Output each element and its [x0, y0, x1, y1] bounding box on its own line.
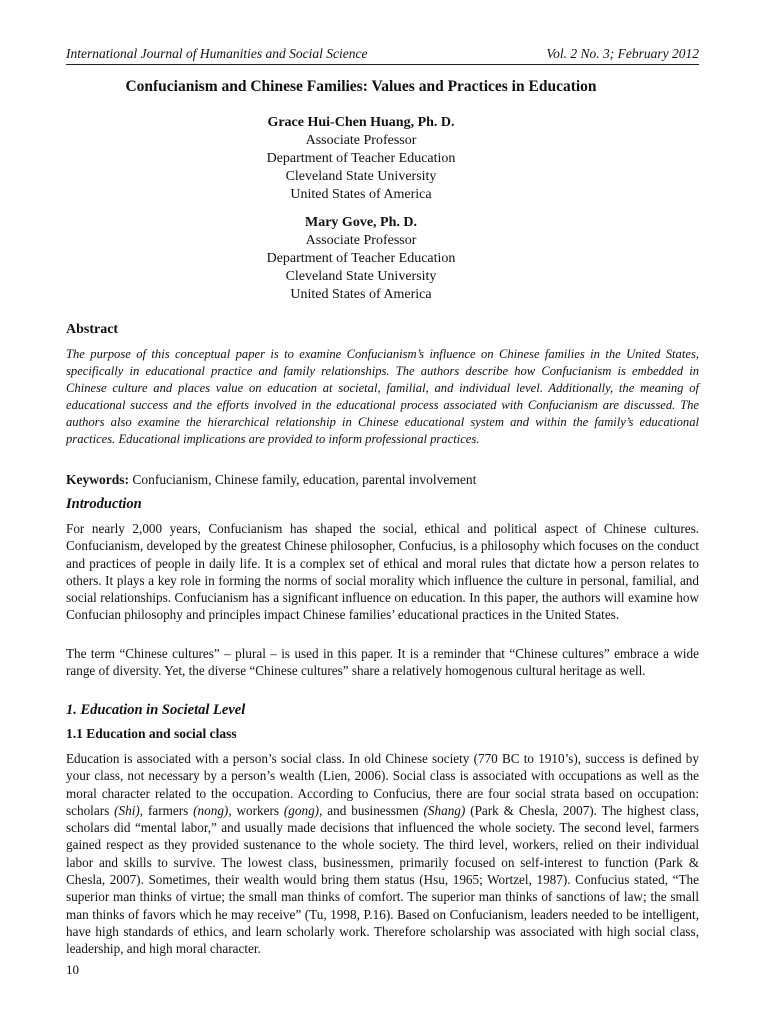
author-department: Department of Teacher Education — [266, 151, 456, 166]
author-country: United States of America — [290, 187, 432, 202]
paragraph-text: , and businessmen — [319, 802, 424, 818]
introduction-heading: Introduction — [66, 496, 142, 512]
paragraph-text: Education is associated with a person’s social class. In old Chinese society (770 BC to 1910’s), success is defined by your class, not necessary by a person’s wealth (Lien, 2006). Social class is associated with occupations as well as the moral character related to the occupation. According to Confucius, there are four social strata based on occupation: scholars — [66, 751, 699, 818]
author-name: Grace Hui-Chen Huang, Ph. D. — [267, 115, 455, 130]
section-1-1-heading: 1.1 Education and social class — [66, 726, 237, 741]
author-block-1 — [66, 114, 656, 204]
author-country: United States of America — [290, 287, 432, 302]
paragraph-text: (Park & Chesla, 2007). The highest class, scholars did “mental labor,” and usually made decisions that influenced the whole society. The second level, farmers gained respect as they provided sustenance to the whole society. The third level, workers, relied on their individual labor and skills to survive. The lowest class, businessmen, primarily focused on self-interest to function (Park & Chesla, 2007). Sometimes, their wealth would bring them status (Hsu, 1965; Wortzel, 1987). Confucius stated, “The superior man thinks of virtue; the small man thinks of comfort. The superior man thinks of sanctions of law; the small man thinks of favors which he may receive” (Tu, 1998, P.16). Based on Confucianism, leaders needed to be intelligent, have high standards of ethics, and learn scholarly work. Therefore scholarship was associated with high social class, leadership, and high moral character. — [66, 802, 699, 957]
intro-paragraph-1: For nearly 2,000 years, Confucianism has shaped the social, ethical and political aspect of Chinese cultures. Confucianism, developed by the greatest Chinese philosopher, Confucius, is a philosophy which focuses on the conduct and practices of people in daily life. It is a complex set of ethical and moral rules that dictate how a person relates to others. It plays a key role in forming the norms of social morality which influence the culture in personal, familial, and social relationships. Confucianism has a significant influence on education. In this paper, the authors will examine how Confucian philosophy and principles impact Chinese families’ educational practices in the United States. — [66, 521, 699, 623]
page-number: 10 — [66, 962, 79, 977]
abstract-heading: Abstract — [66, 322, 119, 337]
keywords-text: Confucianism, Chinese family, education, parental involvement — [129, 472, 477, 487]
term-shi: (Shi) — [114, 802, 140, 818]
term-gong: (gong) — [283, 802, 320, 818]
term-nong: (nong) — [193, 802, 229, 818]
paper-title: Confucianism and Chinese Families: Values and Practices in Education — [125, 78, 597, 95]
running-header — [66, 46, 699, 65]
keywords-line — [66, 472, 476, 488]
paragraph-text: , workers — [228, 802, 284, 818]
author-block-2 — [66, 214, 656, 304]
author-university: Cleveland State University — [285, 169, 437, 184]
author-position: Associate Professor — [305, 133, 417, 148]
author-position: Associate Professor — [305, 233, 417, 248]
author-list — [66, 114, 656, 314]
journal-name: International Journal of Humanities and Social Science — [66, 46, 368, 61]
author-department: Department of Teacher Education — [266, 251, 456, 266]
volume-info: Vol. 2 No. 3; February 2012 — [546, 46, 699, 61]
term-shang: (Shang) — [423, 802, 466, 818]
keywords-label: Keywords: — [66, 472, 129, 487]
author-university: Cleveland State University — [285, 269, 437, 284]
abstract-text: The purpose of this conceptual paper is to examine Confucianism’s influence on Chinese families in the United States, specifically in educational practice and family relationships. The authors describe how Confucianism is embedded in Chinese culture and places value on education at societal, familial, and individual level. Additionally, the meaning of educational success and the efforts involved in the educational process associated with Confucianism are discussed. The authors also examine the hierarchical relationship in Chinese educational system and within the family’s educational practices. Educational implications are provided to inform professional practices. — [66, 347, 699, 446]
paragraph-text: , farmers — [139, 802, 194, 818]
section-1-heading: 1. Education in Societal Level — [66, 702, 246, 718]
intro-paragraph-2: The term “Chinese cultures” – plural – is used in this paper. It is a reminder that “Chinese cultures” embrace a wide range of diversity. Yet, the diverse “Chinese cultures” share a relatively homogenous cultural heritage as well. — [66, 646, 699, 679]
author-name: Mary Gove, Ph. D. — [305, 215, 417, 230]
section-1-1-paragraph — [66, 750, 699, 958]
